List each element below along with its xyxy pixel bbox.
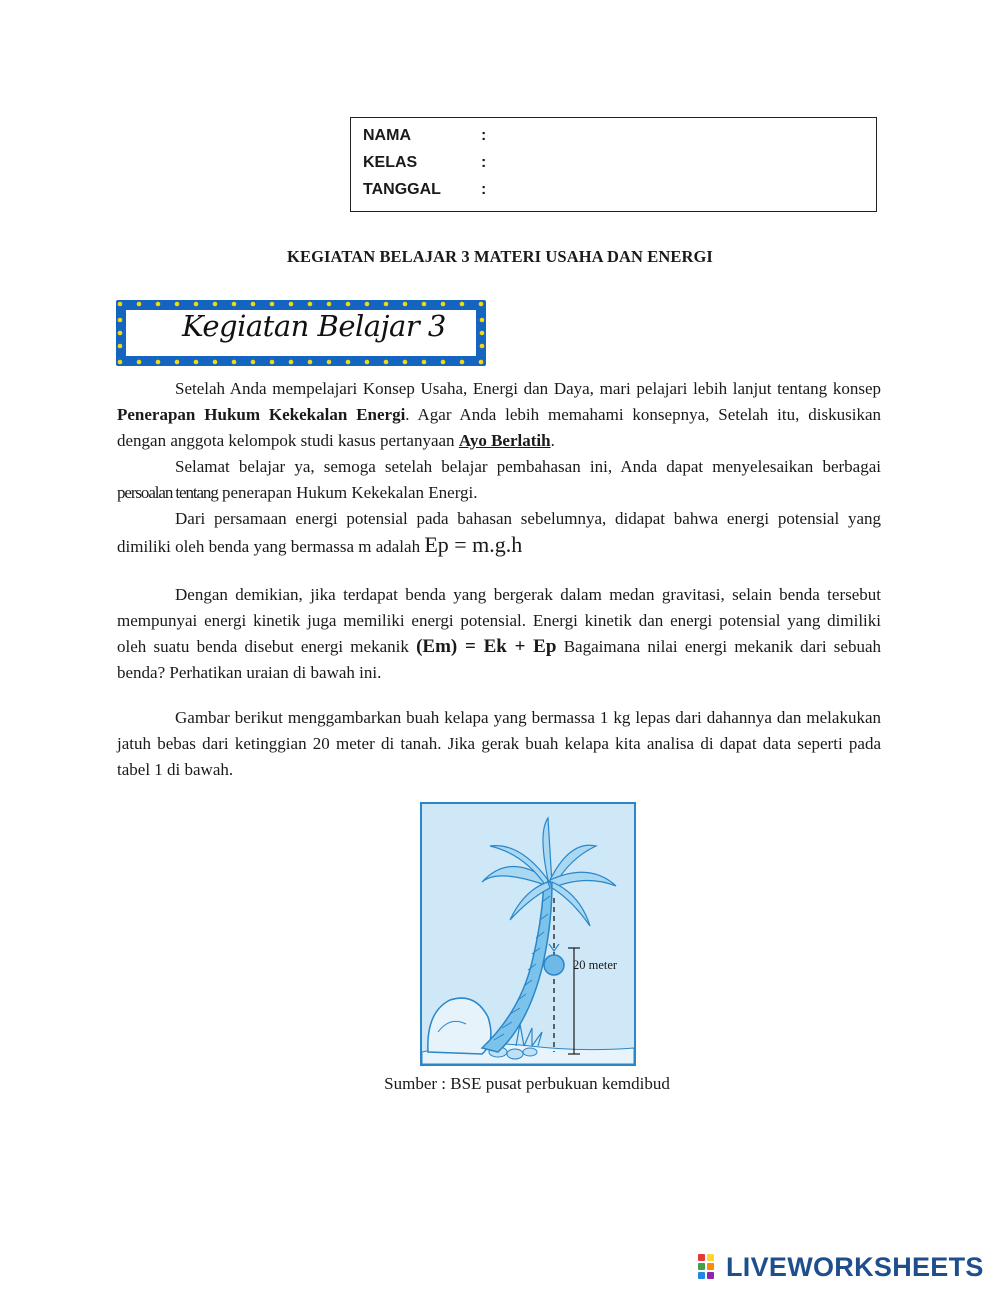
- name-label: NAMA: [363, 127, 411, 144]
- coconut-text: Gambar berikut menggambarkan buah kelapa yang bermassa 1 kg lepas dari dahannya dan melakukan jatuh bebas dari ketinggian 20 meter di tanah. Jika gerak buah kelapa kita analisa di dapat data seperti pada tabel 1 di bawah.: [117, 708, 881, 779]
- identity-box: [350, 117, 877, 212]
- figure-caption: Sumber : BSE pusat perbukuan kemdibud: [384, 1074, 670, 1093]
- name-row: [363, 125, 486, 147]
- date-colon: :: [481, 181, 487, 198]
- welcome-text-2: penerapan Hukum Kekekalan Energi.: [217, 483, 478, 502]
- paragraph-welcome: [117, 454, 881, 506]
- ayo-berlatih-link[interactable]: Ayo Berlatih: [458, 431, 551, 450]
- liveworksheets-logo-icon: [697, 1253, 723, 1281]
- coconut-icon: [544, 955, 564, 975]
- height-label: 20 meter: [573, 958, 618, 972]
- mechanical-formula: (Em) = Ek + Ep: [416, 636, 557, 657]
- intro-bold-topic: Penerapan Hukum Kekekalan Energi: [117, 405, 406, 424]
- liveworksheets-logo[interactable]: [697, 1252, 984, 1282]
- welcome-text-1: Selamat belajar ya, semoga setelah belajar pembahasan ini, Anda dapat menyelesaikan berbagai: [175, 457, 881, 476]
- potential-text: Dari persamaan energi potensial pada bahasan sebelumnya, didapat bahwa energi potensial yang dimiliki oleh benda yang bermassa m adalah: [117, 509, 881, 556]
- date-row: [363, 179, 486, 201]
- paragraph-mechanical-energy: [117, 582, 881, 686]
- paragraph-potential-energy: [117, 506, 881, 560]
- banner-title: Kegiatan Belajar 3: [182, 309, 446, 343]
- liveworksheets-wordmark: LIVEWORKSHEETS: [726, 1251, 984, 1282]
- coconut-tree-illustration: [420, 802, 636, 1066]
- intro-text-1: Setelah Anda mempelajari Konsep Usaha, Energi dan Daya, mari pelajari lebih lanjut tentang konsep: [175, 379, 881, 398]
- mechanical-text-2: Bagaimana nilai energi mekanik dari sebuah benda? Perhatikan uraian di bawah ini.: [117, 637, 882, 682]
- date-label: TANGGAL: [363, 181, 441, 198]
- intro-text-3: .: [550, 431, 555, 450]
- welcome-condensed-text: persoalan tentang: [117, 483, 218, 502]
- document-title: KEGIATAN BELAJAR 3 MATERI USAHA DAN ENERGI: [287, 247, 713, 266]
- class-row: [363, 152, 486, 174]
- paragraph-coconut: [117, 705, 881, 783]
- potential-formula: Ep = m.g.h: [424, 532, 523, 557]
- intro-text-2: . Agar Anda lebih memahami konsepnya, Setelah itu, diskusikan dengan anggota kelompok studi kasus pertanyaan: [117, 405, 881, 450]
- name-colon: :: [481, 127, 487, 144]
- class-label: KELAS: [363, 154, 418, 171]
- class-colon: :: [481, 154, 487, 171]
- mechanical-text-1: Dengan demikian, jika terdapat benda yang bergerak dalam medan gravitasi, selain benda tersebut mempunyai energi kinetik juga memiliki energi potensial. Energi kinetik dan energi potensial yang dimiliki oleh suatu benda disebut energi mekanik: [117, 585, 881, 656]
- paragraph-intro: [117, 376, 881, 454]
- section-banner: [116, 300, 486, 366]
